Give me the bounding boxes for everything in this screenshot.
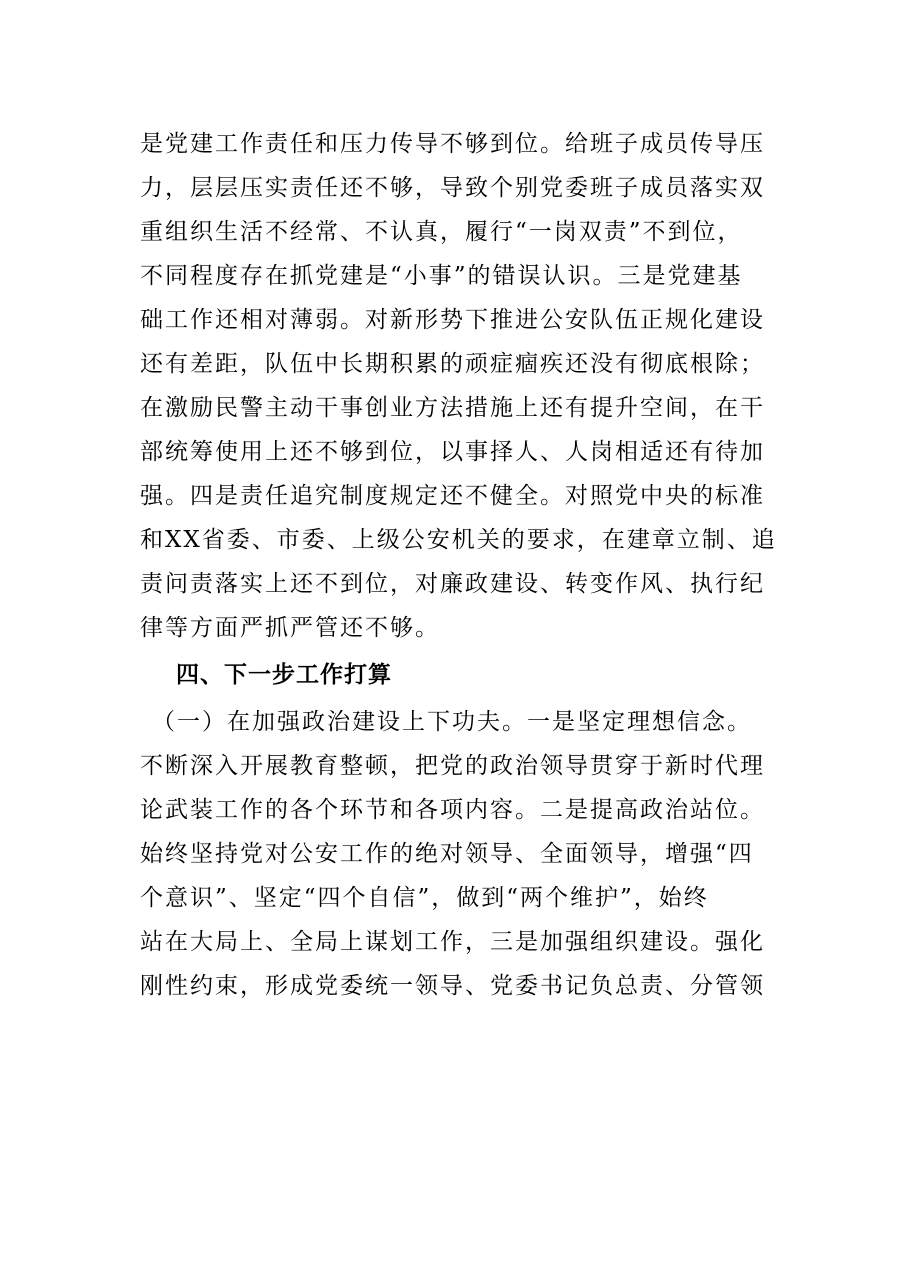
paragraph-line: 责问责落实上还不到位，对廉政建设、转变作风、执行纪 <box>140 571 765 597</box>
paragraph-line: 论武装工作的各个环节和各项内容。二是提高政治站位。 <box>140 797 765 823</box>
paragraph-line: 部统筹使用上还不够到位，以事择人、人岗相适还有待加 <box>140 439 765 465</box>
paragraph-line: 不断深入开展教育整顿，把党的政治领导贯穿于新时代理 <box>140 753 765 779</box>
paragraph-line: 和XX省委、市委、上级公安机关的要求，在建章立制、追 <box>140 527 777 553</box>
paragraph-line: 律等方面严抓严管还不够。 <box>140 615 440 641</box>
section-heading: 四、下一步工作打算 <box>176 662 392 688</box>
paragraph-line: 刚性约束，形成党委统一领导、党委书记负总责、分管领 <box>140 973 765 999</box>
paragraph-line: 不同程度存在抓党建是“小事”的错误认识。三是党建基 <box>140 263 743 289</box>
paragraph-line: 始终坚持党对公安工作的绝对领导、全面领导，增强“四 <box>140 841 754 867</box>
paragraph-line: 是党建工作责任和压力传导不够到位。给班子成员传导压 <box>140 131 765 157</box>
document-body <box>140 122 780 1008</box>
paragraph-line: 重组织生活不经常、不认真，履行“一岗双责”不到位， <box>140 219 743 245</box>
paragraph-line: 在激励民警主动干事创业方法措施上还有提升空间，在干 <box>140 395 765 421</box>
paragraph-line: 力，层层压实责任还不够，导致个别党委班子成员落实双 <box>140 175 765 201</box>
paragraph-line: 还有差距，队伍中长期积累的顽症痼疾还没有彻底根除； <box>140 351 765 377</box>
paragraph-line: 站在大局上、全局上谋划工作，三是加强组织建设。强化 <box>140 929 765 955</box>
paragraph-line: 础工作还相对薄弱。对新形势下推进公安队伍正规化建设 <box>140 307 765 333</box>
paragraph-line: （一）在加强政治建设上下功夫。一是坚定理想信念。 <box>152 709 752 735</box>
paragraph-line: 强。四是责任追究制度规定还不健全。对照党中央的标准 <box>140 483 765 509</box>
paragraph-line: 个意识”、坚定“四个自信”，做到“两个维护”，始终 <box>140 885 709 911</box>
